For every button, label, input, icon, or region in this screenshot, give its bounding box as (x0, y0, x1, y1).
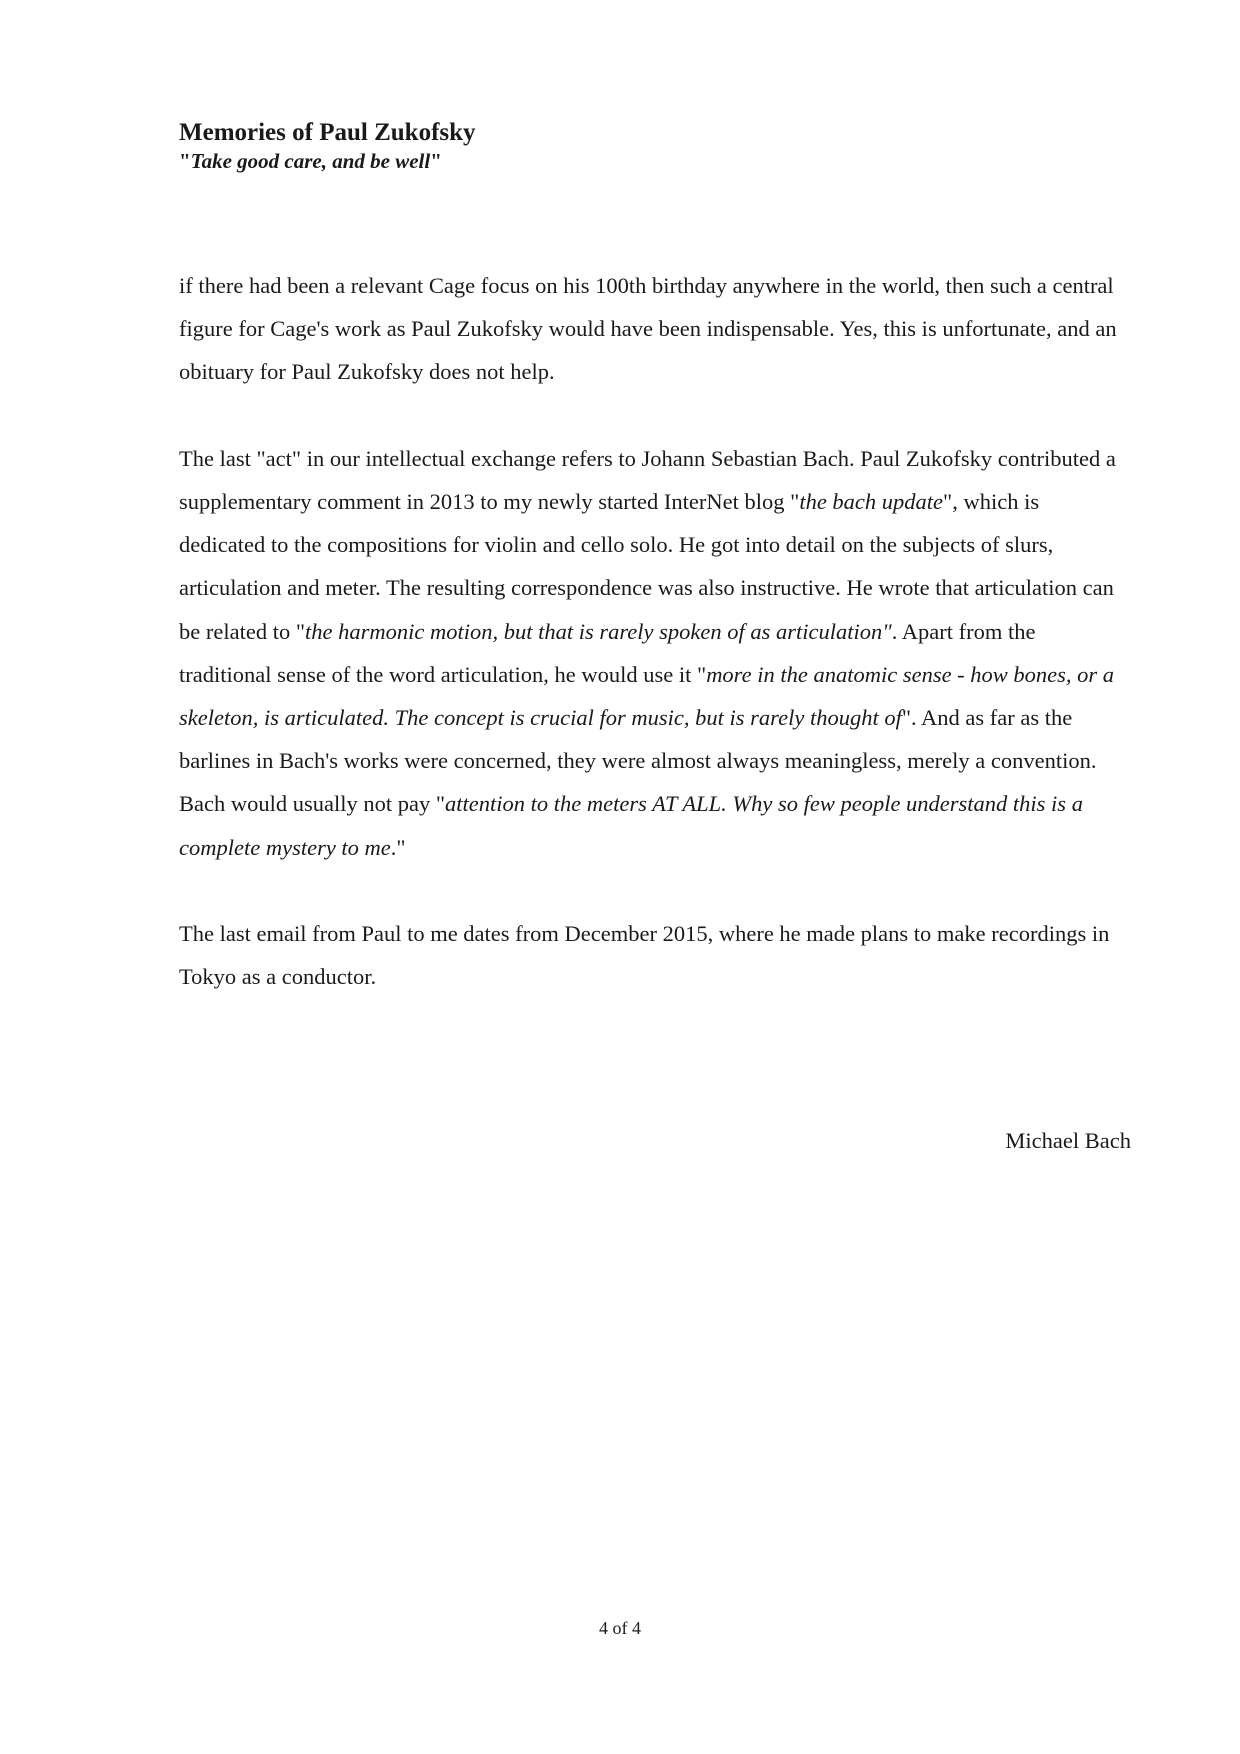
subtitle-close-quote: " (430, 149, 442, 173)
paragraph-2-italic-2: the harmonic motion, but that is rarely spoken of as articulation" (305, 618, 892, 644)
page-title: Memories of Paul Zukofsky (179, 119, 476, 146)
page-footer (0, 1616, 1240, 1640)
subtitle-open-quote: " (179, 149, 191, 173)
document-header (179, 118, 1079, 174)
page-subtitle (179, 148, 1079, 174)
paragraph-2-italic-1: the bach update (799, 489, 944, 514)
paragraph-2-text-5: ." (390, 834, 406, 860)
subtitle-quote-text: Take good care, and be well (190, 149, 431, 173)
paragraph-1: if there had been a relevant Cage focus on his 100th birthday anywhere in the world, then such a central figure for Cage's work as Paul Zukofsky would have been indispensable. Yes, this is unfortunate, and an obituary for Paul Zukofsky does not help. (179, 273, 1117, 385)
paragraph-2-text-2: ", which is dedicated to the compositions for violin and cello solo. He got into detail on the subjects of slurs, articulation and meter. The resulting correspondence was also instructive. He wrote that articulation can be related to " (179, 489, 1114, 644)
paragraph-2-text-4: ". And as far as the barlines in Bach's works were concerned, they were almost always meaningless, merely a convention. Bach would usually not pay " (179, 705, 1097, 817)
document-body (179, 264, 1129, 1042)
paragraph-2-text-1: The last "act" in our intellectual exchange refers to Johann Sebastian Bach. Paul Zukofsky contributed a supplementary comment in 2013 to my newly started InterNet blog " (179, 445, 1116, 514)
paragraph-2-text-3: . Apart from the traditional sense of the word articulation, he would use it " (179, 618, 1036, 687)
paragraph-2-italic-3: more in the anatomic sense - how bones, or a skeleton, is articulated. The concept is crucial for music, but is rarely thought of (179, 661, 1115, 731)
paragraph-3: The last email from Paul to me dates from December 2015, where he made plans to make recordings in Tokyo as a conductor. (179, 921, 1110, 990)
page-number: 4 of 4 (599, 1618, 641, 1638)
paragraph-2 (179, 437, 1129, 869)
paragraph-2-italic-4: attention to the meters AT ALL. Why so few people understand this is a complete mystery to me (179, 791, 1083, 860)
author-signature: Michael Bach (1005, 1128, 1131, 1153)
